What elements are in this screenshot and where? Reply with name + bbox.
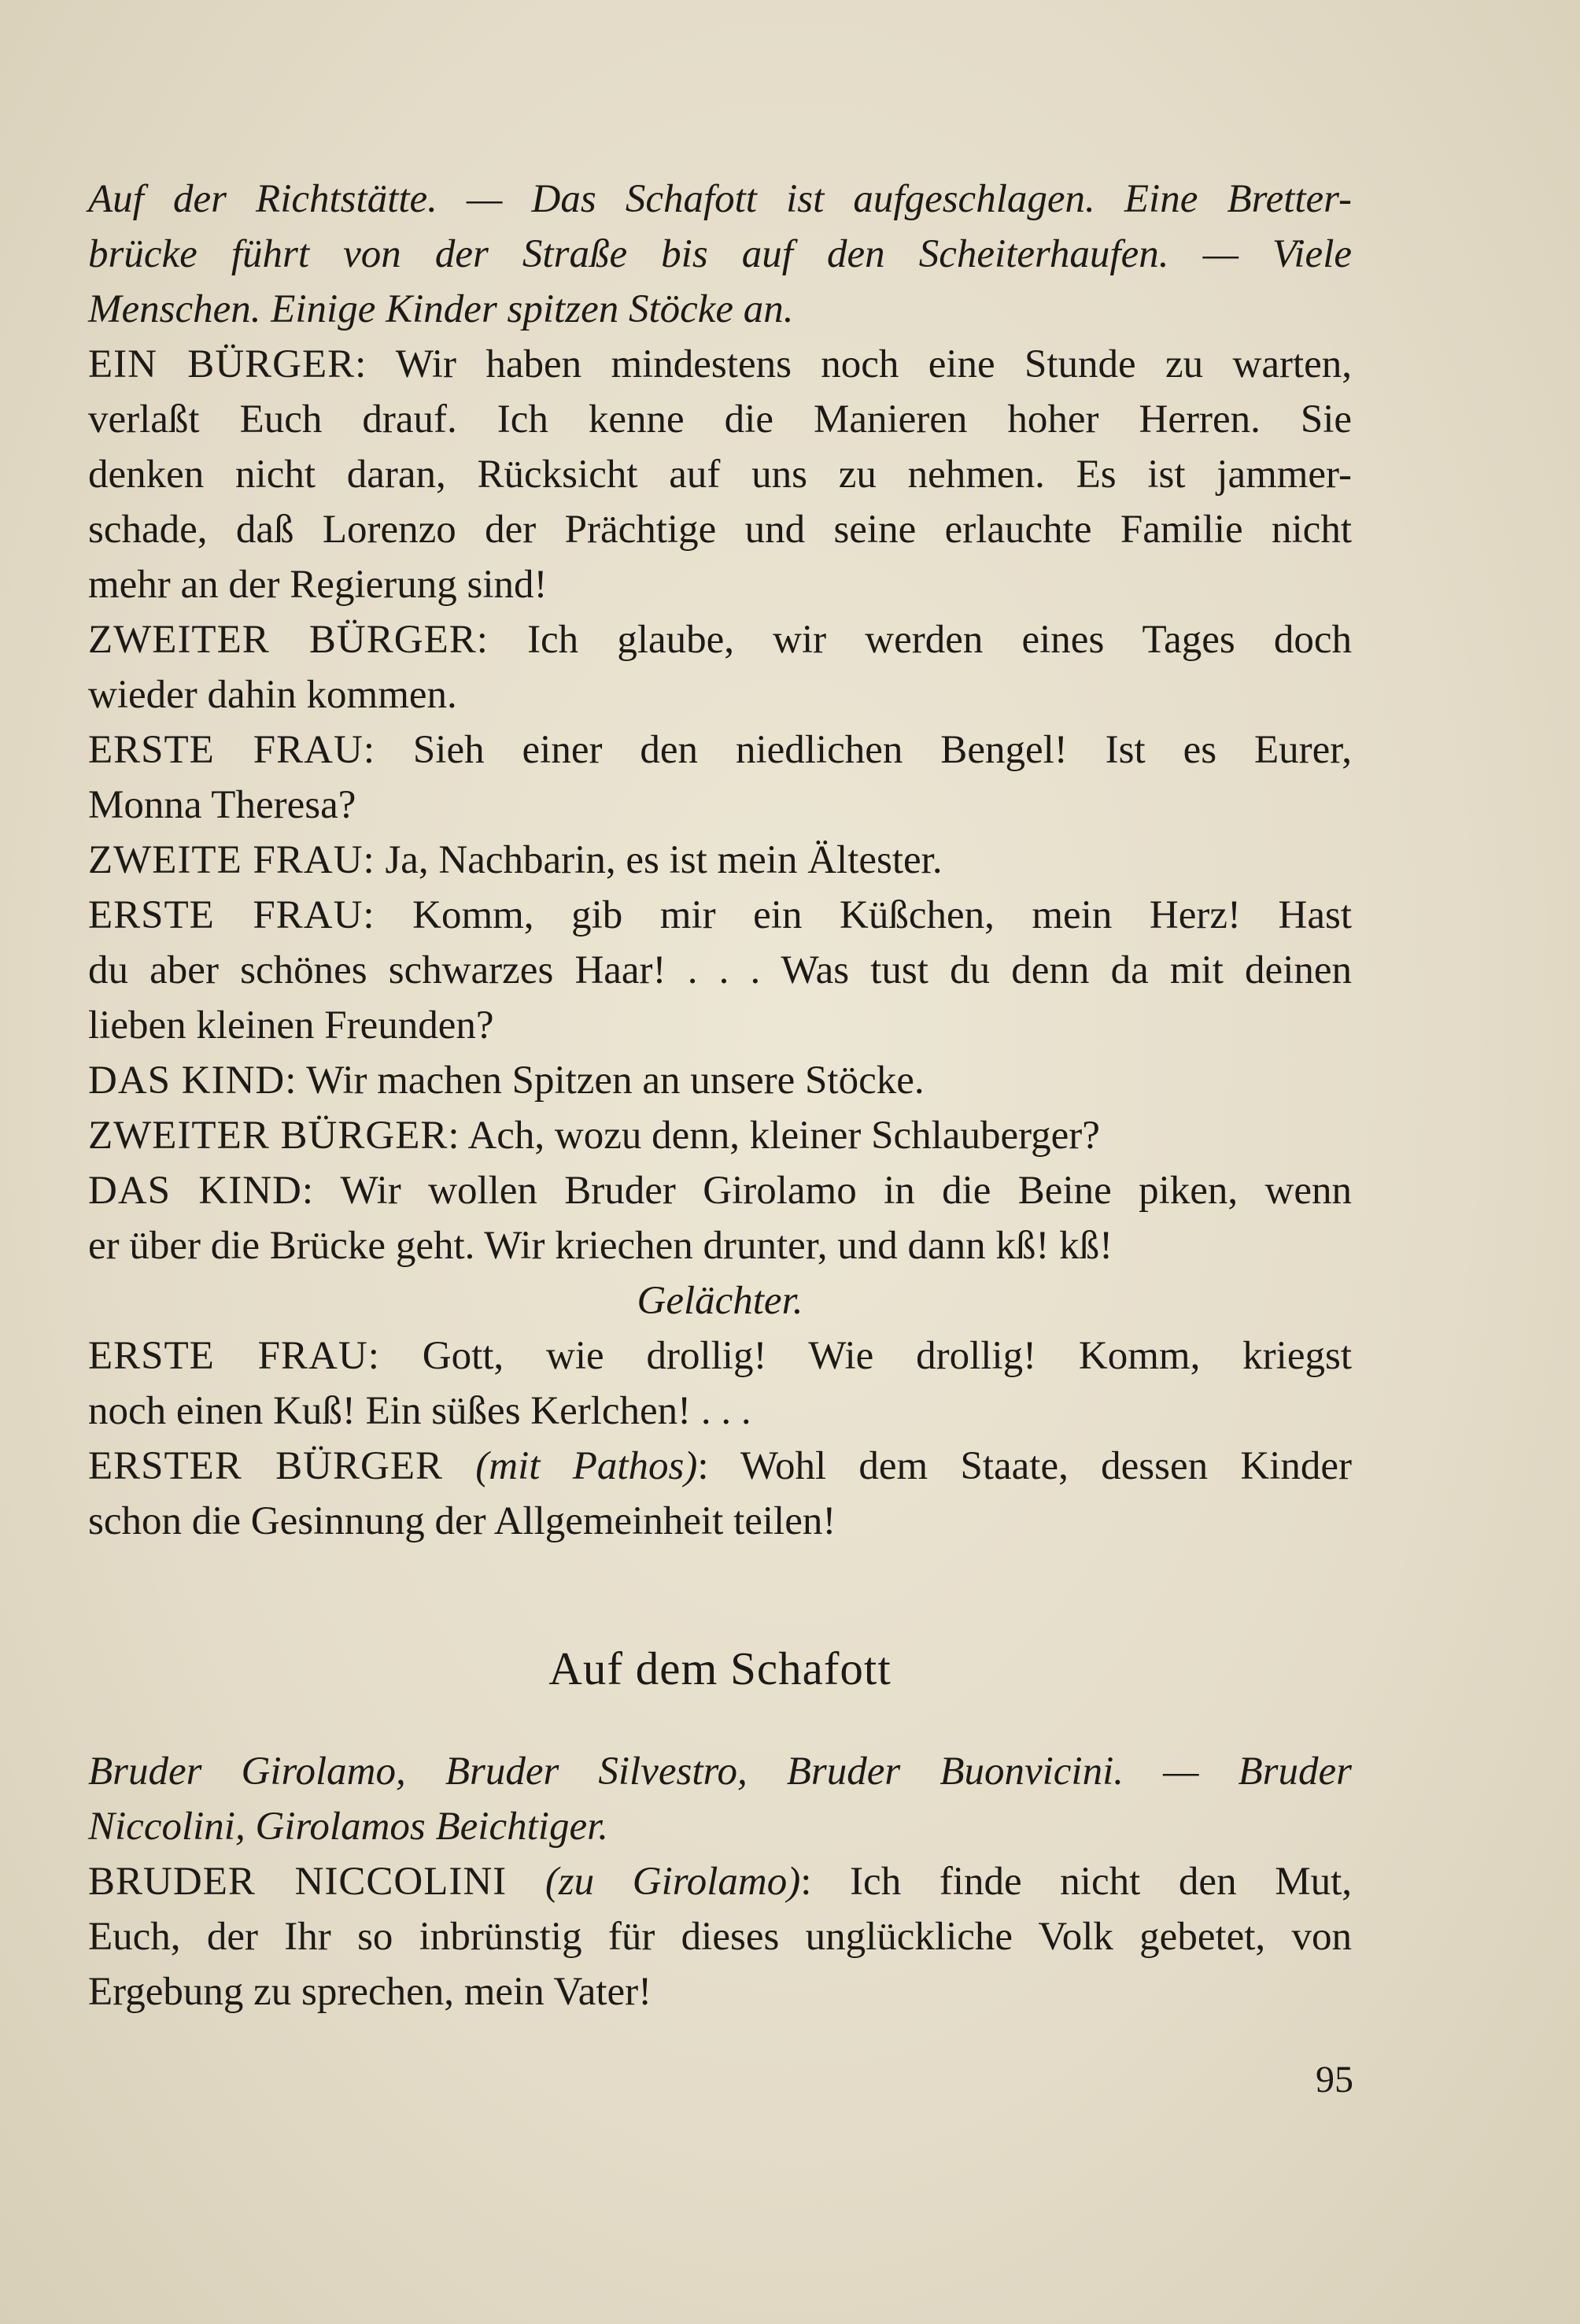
dialogue-text: Ja, Nachbarin, es ist mein Ältester. — [385, 838, 943, 882]
dialogue-text: Sieh einer den niedlichen Bengel! Ist es Eurer, — [412, 728, 1352, 772]
dialogue-line — [88, 1108, 1352, 1163]
speaker-name: ERSTE FRAU: — [88, 728, 375, 772]
section-heading: Auf dem Schafott — [548, 1642, 892, 1694]
dialogue-line: mehr an der Regierung sind! — [88, 563, 548, 607]
inline-stage-direction: (mit Pathos) — [475, 1444, 698, 1488]
dialogue-line: du aber schönes schwarzes Haar! . . . Was tust du denn da mit deinen — [88, 948, 1352, 992]
speaker-colon: : — [697, 1444, 709, 1488]
dialogue-text: Wohl dem Staate, dessen Kinder — [740, 1444, 1352, 1488]
dialogue-line — [88, 337, 1352, 392]
inline-stage-direction: (zu Girolamo) — [545, 1860, 801, 1904]
dialogue-line: Euch, der Ihr so inbrünstig für dieses unglückliche Volk gebetet, von — [88, 1915, 1352, 1959]
dialogue-text: Ach, wozu denn, kleiner Schlauberger? — [467, 1114, 1100, 1158]
stage-direction-line: Menschen. Einige Kinder spitzen Stöcke an. — [88, 287, 794, 331]
dialogue-text: Wir machen Spitzen an unsere Stöcke. — [306, 1059, 925, 1103]
dialogue-line: wieder dahin kommen. — [88, 673, 457, 717]
speaker-name: ZWEITER BÜRGER: — [88, 1114, 460, 1158]
scene-text — [88, 172, 1352, 1549]
scene-text-2 — [88, 1744, 1352, 2019]
stage-direction-laughter: Gelächter. — [637, 1279, 803, 1323]
stage-direction-line: brücke führt von der Straße bis auf den Scheiterhaufen. — Viele — [88, 232, 1352, 276]
dialogue-text: Wir wollen Bruder Girolamo in die Beine piken, wenn — [340, 1169, 1352, 1213]
page-number: 95 — [1316, 2059, 1353, 2100]
speaker-name: ERSTER BÜRGER — [88, 1444, 443, 1488]
dialogue-line — [88, 1053, 1352, 1108]
speaker-name: BRUDER NICCOLINI — [88, 1860, 508, 1904]
dialogue-line — [88, 1439, 1352, 1494]
speaker-name: ERSTE FRAU: — [88, 1334, 380, 1378]
dialogue-line: lieben kleinen Freunden? — [88, 1003, 494, 1047]
dialogue-text: Wir haben mindestens noch eine Stunde zu warten, — [395, 342, 1352, 386]
dialogue-text: Gott, wie drollig! Wie drollig! Komm, kriegst — [422, 1334, 1352, 1378]
speaker-name: DAS KIND: — [88, 1059, 297, 1103]
speaker-name: ZWEITE FRAU: — [88, 838, 375, 882]
dialogue-text: Ich glaube, wir werden eines Tages doch — [527, 618, 1352, 662]
dialogue-line: denken nicht daran, Rücksicht auf uns zu nehmen. Es ist jammer- — [88, 453, 1352, 497]
dialogue-line: noch einen Kuß! Ein süßes Kerlchen! . . . — [88, 1389, 751, 1433]
speaker-name: EIN BÜRGER: — [88, 342, 367, 386]
speaker-name: DAS KIND: — [88, 1169, 315, 1213]
dialogue-line: schade, daß Lorenzo der Prächtige und seine erlauchte Familie nicht — [88, 508, 1352, 552]
speaker-name: ZWEITER BÜRGER: — [88, 618, 489, 662]
dialogue-text: Komm, gib mir ein Küßchen, mein Herz! Hast — [412, 893, 1352, 937]
dialogue-line: Monna Theresa? — [88, 783, 356, 827]
dialogue-line — [88, 1163, 1352, 1218]
dialogue-line — [88, 1854, 1352, 1909]
stage-direction-line: Auf der Richtstätte. — Das Schafott ist aufgeschlagen. Eine Bretter- — [88, 177, 1352, 221]
dialogue-line: verlaßt Euch drauf. Ich kenne die Manieren hoher Herren. Sie — [88, 397, 1352, 442]
stage-direction-line: Bruder Girolamo, Bruder Silvestro, Bruder Buonvicini. — Bruder — [88, 1749, 1352, 1794]
stage-direction-line: Niccolini, Girolamos Beichtiger. — [88, 1805, 609, 1849]
speaker-colon: : — [800, 1860, 812, 1904]
speaker-name: ERSTE FRAU: — [88, 893, 375, 937]
dialogue-line: schon die Gesinnung der Allgemeinheit teilen! — [88, 1499, 836, 1543]
dialogue-line: er über die Brücke geht. Wir kriechen drunter, und dann kß! kß! — [88, 1224, 1113, 1268]
dialogue-line — [88, 888, 1352, 943]
dialogue-line — [88, 833, 1352, 888]
dialogue-line — [88, 1328, 1352, 1384]
dialogue-line — [88, 612, 1352, 667]
dialogue-text: Ich finde nicht den Mut, — [850, 1860, 1352, 1904]
dialogue-line — [88, 722, 1352, 778]
dialogue-line: Ergebung zu sprechen, mein Vater! — [88, 1970, 652, 2014]
